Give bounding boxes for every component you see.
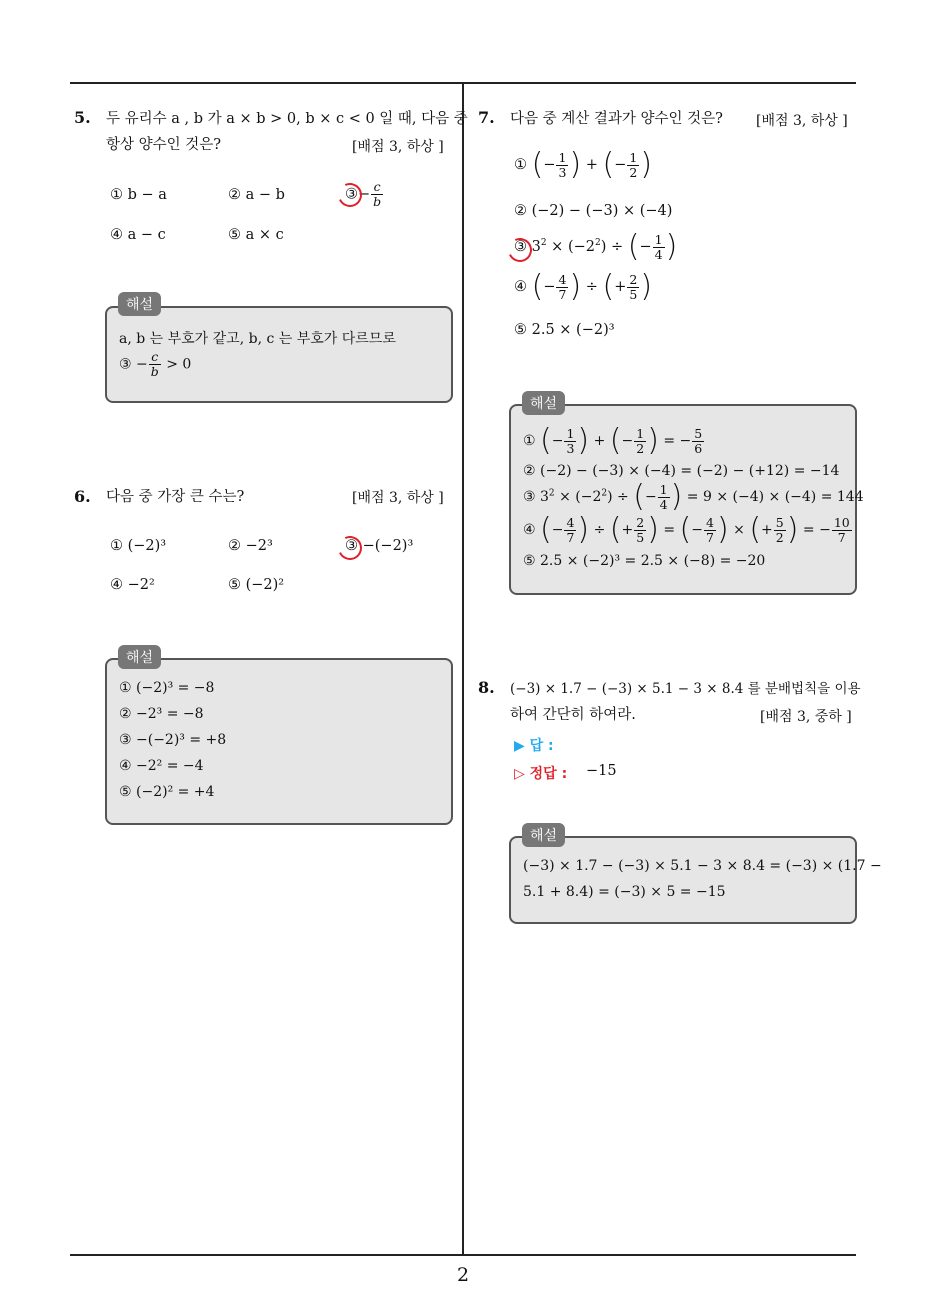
q6-number: 6. [74, 487, 91, 506]
q7-exp-line-4: ④ (− $\frac{4}{7}$ ) ÷ (+ $\frac{2}{5}$ ) = (− $\frac{4}{7}$ ) × (+ $\frac{5}{2}$ ) = − $\frac{10}{7}$ [523, 512, 850, 547]
q7-number: 7. [478, 108, 495, 127]
q7-option-2[interactable]: ② (−2) − (−3) × (−4) [514, 203, 673, 219]
q7-explanation-tag: 해설 [522, 391, 565, 415]
q8-exp-line2: 5.1 + 8.4) = (−3) × 5 = −15 [523, 884, 726, 900]
q6-option-4[interactable]: ④ −2² [110, 577, 155, 593]
q6-exp-line: ④ −2² = −4 [119, 758, 204, 774]
correct-answer-value: −15 [586, 763, 617, 779]
q7-option-4[interactable]: ④ (− $\frac{4}{7}$ ) ÷ (+ $\frac{2}{5}$ ) [514, 269, 653, 304]
q5-option-1[interactable]: ① b − a [110, 187, 167, 203]
page-number: 2 [456, 1264, 470, 1286]
q5-line1: 두 유리수 a , b 가 a × b > 0, b × c < 0 일 때, 다음 중 [106, 111, 468, 127]
q5-explanation-tag: 해설 [118, 292, 161, 316]
q6-option-2[interactable]: ② −2³ [228, 538, 273, 554]
q7-exp-line-1: ① (− $\frac{1}{3}$ ) + (− $\frac{1}{2}$ ) = − $\frac{5}{6}$ [523, 423, 703, 458]
q6-explanation-tag: 해설 [118, 645, 161, 669]
answer-input-label[interactable]: ▶ 답 : [514, 738, 554, 754]
q5-option-5[interactable]: ⑤ a × c [228, 227, 284, 243]
q7-option-5[interactable]: ⑤ 2.5 × (−2)³ [514, 322, 615, 338]
q5-explanation-box [105, 306, 453, 403]
q6-exp-line: ① (−2)³ = −8 [119, 680, 215, 696]
q6-text: 다음 중 가장 큰 수는? [106, 489, 245, 505]
q6-option-3[interactable]: ③ −(−2)³ [345, 538, 414, 554]
q5-line2: 항상 양수인 것은? [106, 137, 222, 153]
q8-line2: 하여 간단히 하여라. [510, 707, 636, 723]
q7-explanation-box [509, 404, 864, 595]
q6-option-5[interactable]: ⑤ (−2)² [228, 577, 285, 593]
q7-exp-line-2: ② (−2) − (−3) × (−4) = (−2) − (+12) = −14 [523, 463, 840, 479]
q5-option-2[interactable]: ② a − b [228, 187, 285, 203]
q6-exp-line: ③ −(−2)³ = +8 [119, 732, 227, 748]
q6-explanation-box [105, 658, 453, 825]
q6-exp-line: ⑤ (−2)² = +4 [119, 784, 215, 800]
q5-exp-line2: ③ − $\frac{c}{b}$ > 0 [119, 349, 192, 379]
bottom-rule [70, 1254, 856, 1256]
q5-option-3-minus: − [358, 186, 371, 203]
q6-option-1[interactable]: ① (−2)³ [110, 538, 167, 554]
q5-number: 5. [74, 108, 91, 127]
correct-answer-label: ▷ 정답 : [514, 766, 568, 782]
q5-option-4[interactable]: ④ a − c [110, 227, 166, 243]
column-divider [462, 83, 464, 1255]
q6-exp-line: ② −2³ = −8 [119, 706, 204, 722]
q7-exp-line-3: ③ $3^2 \times (-2^2)$ ÷ (− $\frac{1}{4}$ ) = 9 × (−4) × (−4) = 144 [523, 479, 864, 514]
q8-line1: (−3) × 1.7 − (−3) × 5.1 − 3 × 8.4 를 분배법칙을 이용 [510, 681, 861, 697]
q5-score: [배점 3, 하상 ] [352, 139, 444, 155]
q6-score: [배점 3, 하상 ] [352, 490, 444, 506]
q5-exp-line1: a, b 는 부호가 같고, b, c 는 부호가 다르므로 [119, 331, 396, 347]
q7-text: 다음 중 계산 결과가 양수인 것은? [510, 111, 723, 127]
q7-exp-line-5: ⑤ 2.5 × (−2)³ = 2.5 × (−8) = −20 [523, 553, 766, 569]
q7-score: [배점 3, 하상 ] [756, 113, 848, 129]
q5-option-3-frac: $\frac{c}{b}$ [373, 179, 382, 209]
q8-explanation-box [509, 836, 882, 924]
q8-number: 8. [478, 678, 495, 697]
q5-option-3-label: ③ [345, 186, 358, 203]
q8-score: [배점 3, 중하 ] [760, 709, 852, 725]
q8-explanation-tag: 해설 [522, 823, 565, 847]
q8-exp-line1: (−3) × 1.7 − (−3) × 5.1 − 3 × 8.4 = (−3) × (1.7 − [523, 858, 882, 874]
q7-option-1[interactable]: ① (− $\frac{1}{3}$ ) + (− $\frac{1}{2}$ ) [514, 147, 653, 182]
q7-option-3[interactable]: ③ $3^2 \times (-2^2)$ ÷ (− $\frac{1}{4}$ ) [514, 229, 678, 264]
